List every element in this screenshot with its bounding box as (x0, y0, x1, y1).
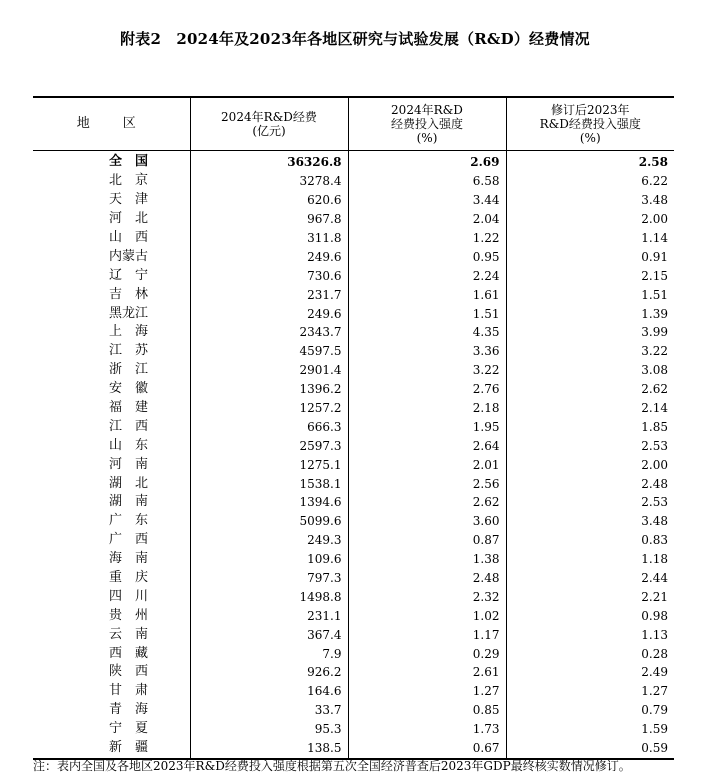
intensity-2023-cell: 2.58 (506, 151, 674, 172)
table-row (33, 417, 674, 436)
header-expenditure-line: 2024年R&D经费 (221, 110, 317, 124)
table-row (33, 569, 674, 588)
table-row (33, 663, 674, 682)
intensity-2024-cell: 3.60 (348, 512, 506, 531)
header-region: 地 区 (33, 97, 190, 151)
expenditure-cell: 2343.7 (190, 323, 348, 342)
intensity-2023-cell: 1.85 (506, 417, 674, 436)
expenditure-cell: 3278.4 (190, 172, 348, 191)
region-cell: 云 南 (109, 626, 149, 642)
table-row (33, 247, 674, 266)
intensity-2023-cell: 2.15 (506, 266, 674, 285)
national-total-row (33, 151, 674, 172)
intensity-2023-cell: 0.79 (506, 701, 674, 720)
region-cell: 山 东 (109, 437, 149, 453)
table-row (33, 380, 674, 399)
table-row (33, 229, 674, 248)
table-row (33, 720, 674, 739)
expenditure-cell: 1498.8 (190, 587, 348, 606)
region-cell: 陕 西 (109, 664, 149, 680)
table-row (33, 701, 674, 720)
expenditure-cell: 1257.2 (190, 399, 348, 418)
intensity-2024-cell: 2.56 (348, 474, 506, 493)
header-intensity-2024-line: 2024年R&D (391, 103, 463, 117)
region-cell: 甘 肃 (109, 683, 149, 699)
region-cell: 西 藏 (109, 645, 149, 661)
intensity-2024-cell: 3.22 (348, 361, 506, 380)
expenditure-cell: 249.6 (190, 247, 348, 266)
intensity-2023-cell: 3.48 (506, 191, 674, 210)
intensity-2024-cell: 4.35 (348, 323, 506, 342)
intensity-2024-cell: 0.87 (348, 531, 506, 550)
expenditure-cell: 367.4 (190, 625, 348, 644)
header-intensity-2024 (348, 97, 506, 151)
expenditure-cell: 311.8 (190, 229, 348, 248)
expenditure-cell: 1275.1 (190, 455, 348, 474)
region-cell: 天 津 (109, 192, 149, 208)
expenditure-cell: 164.6 (190, 682, 348, 701)
region-cell: 北 京 (109, 173, 149, 189)
table-row (33, 455, 674, 474)
expenditure-cell: 797.3 (190, 569, 348, 588)
intensity-2024-cell: 2.61 (348, 663, 506, 682)
intensity-2023-cell: 2.21 (506, 587, 674, 606)
region-cell: 安 徽 (109, 381, 149, 397)
intensity-2024-cell: 1.02 (348, 606, 506, 625)
expenditure-cell: 967.8 (190, 210, 348, 229)
table-body (33, 151, 674, 759)
region-cell: 湖 南 (109, 494, 149, 510)
table-row (33, 625, 674, 644)
region-cell: 贵 州 (109, 607, 149, 623)
intensity-2024-cell: 2.01 (348, 455, 506, 474)
intensity-2023-cell: 1.27 (506, 682, 674, 701)
region-cell: 河 南 (109, 456, 149, 472)
intensity-2024-cell: 2.76 (348, 380, 506, 399)
intensity-2023-cell: 2.53 (506, 436, 674, 455)
expenditure-cell: 109.6 (190, 550, 348, 569)
table-row (33, 644, 674, 663)
intensity-2023-cell: 3.22 (506, 342, 674, 361)
header-row (33, 97, 674, 151)
expenditure-cell: 730.6 (190, 266, 348, 285)
table-row (33, 474, 674, 493)
intensity-2023-cell: 3.08 (506, 361, 674, 380)
region-cell: 重 庆 (109, 570, 149, 586)
expenditure-cell: 926.2 (190, 663, 348, 682)
table-row (33, 323, 674, 342)
intensity-2023-cell: 3.48 (506, 512, 674, 531)
table-title: 附表2 2024年及2023年各地区研究与试验发展（R&D）经费情况 (120, 30, 590, 48)
intensity-2024-cell: 1.95 (348, 417, 506, 436)
intensity-2024-cell: 2.48 (348, 569, 506, 588)
table-row (33, 531, 674, 550)
header-intensity-2023 (506, 97, 674, 151)
expenditure-cell: 36326.8 (190, 151, 348, 172)
expenditure-cell: 33.7 (190, 701, 348, 720)
intensity-2023-cell: 2.00 (506, 455, 674, 474)
region-cell: 福 建 (109, 400, 149, 416)
intensity-2024-cell: 1.17 (348, 625, 506, 644)
region-cell: 山 西 (109, 230, 149, 245)
expenditure-cell: 2597.3 (190, 436, 348, 455)
intensity-2024-cell: 2.32 (348, 587, 506, 606)
intensity-2024-cell: 2.64 (348, 436, 506, 455)
intensity-2023-cell: 1.18 (506, 550, 674, 569)
region-cell: 内蒙古 (109, 248, 149, 264)
table-row (33, 436, 674, 455)
intensity-2023-cell: 0.83 (506, 531, 674, 550)
intensity-2024-cell: 3.36 (348, 342, 506, 361)
intensity-2024-cell: 1.61 (348, 285, 506, 304)
table-row (33, 342, 674, 361)
header-intensity-2023-line: 修订后2023年 (550, 103, 630, 117)
table-row (33, 361, 674, 380)
expenditure-cell: 1396.2 (190, 380, 348, 399)
intensity-2023-cell: 2.48 (506, 474, 674, 493)
table-row (33, 210, 674, 229)
intensity-2023-cell: 2.49 (506, 663, 674, 682)
table-row (33, 512, 674, 531)
intensity-2024-cell: 1.38 (348, 550, 506, 569)
table-row (33, 285, 674, 304)
region-cell: 海 南 (109, 551, 149, 567)
region-cell: 河 北 (109, 211, 149, 227)
expenditure-cell: 95.3 (190, 720, 348, 739)
expenditure-cell: 2901.4 (190, 361, 348, 380)
region-cell: 宁 夏 (109, 721, 149, 737)
header-intensity-2023-line: R&D经费投入强度 (539, 117, 641, 131)
table-row (33, 606, 674, 625)
intensity-2024-cell: 1.51 (348, 304, 506, 323)
intensity-2024-cell: 0.95 (348, 247, 506, 266)
region-cell: 全 国 (109, 154, 149, 170)
intensity-2023-cell: 0.91 (506, 247, 674, 266)
region-cell: 湖 北 (109, 475, 149, 491)
expenditure-cell: 249.6 (190, 304, 348, 323)
table-row (33, 266, 674, 285)
header-intensity-2023-line: (%) (579, 131, 601, 145)
region-cell: 四 川 (109, 588, 149, 604)
intensity-2023-cell: 1.59 (506, 720, 674, 739)
expenditure-cell: 4597.5 (190, 342, 348, 361)
header-intensity-2024-line: 经费投入强度 (390, 117, 463, 131)
intensity-2023-cell: 2.53 (506, 493, 674, 512)
intensity-2024-cell: 2.24 (348, 266, 506, 285)
region-cell: 江 苏 (109, 343, 149, 359)
expenditure-cell: 620.6 (190, 191, 348, 210)
intensity-2024-cell: 3.44 (348, 191, 506, 210)
table-row (33, 493, 674, 512)
header-intensity-2024-line: (%) (416, 131, 438, 145)
expenditure-cell: 1538.1 (190, 474, 348, 493)
table-row (33, 191, 674, 210)
table-row (33, 587, 674, 606)
table-row (33, 399, 674, 418)
intensity-2024-cell: 0.67 (348, 739, 506, 759)
rd-expenditure-table (33, 96, 674, 760)
intensity-2024-cell: 2.04 (348, 210, 506, 229)
region-cell: 青 海 (109, 702, 149, 718)
region-cell: 辽 宁 (109, 267, 149, 283)
region-cell: 浙 江 (109, 362, 149, 378)
footnote: 注：表内全国及各地区2023年R&D经费投入强度根据第五次全国经济普查后2023年GDP最终核实数情况修订。 (33, 759, 631, 773)
table-row (33, 550, 674, 569)
header-expenditure (190, 97, 348, 151)
expenditure-cell: 231.7 (190, 285, 348, 304)
table-row (33, 682, 674, 701)
expenditure-cell: 5099.6 (190, 512, 348, 531)
region-cell: 上 海 (109, 324, 149, 340)
expenditure-cell: 249.3 (190, 531, 348, 550)
table-row (33, 739, 674, 759)
intensity-2024-cell: 2.69 (348, 151, 506, 172)
region-cell: 黑龙江 (109, 305, 149, 321)
intensity-2024-cell: 1.22 (348, 229, 506, 248)
intensity-2024-cell: 1.73 (348, 720, 506, 739)
intensity-2023-cell: 0.28 (506, 644, 674, 663)
region-cell: 广 东 (109, 513, 149, 529)
region-cell: 吉 林 (109, 286, 149, 302)
intensity-2023-cell: 1.14 (506, 229, 674, 248)
intensity-2023-cell: 0.98 (506, 606, 674, 625)
intensity-2023-cell: 1.13 (506, 625, 674, 644)
intensity-2023-cell: 3.99 (506, 323, 674, 342)
region-cell: 新 疆 (33, 739, 190, 759)
expenditure-cell: 7.9 (190, 644, 348, 663)
expenditure-cell: 138.5 (190, 739, 348, 759)
intensity-2024-cell: 0.29 (348, 644, 506, 663)
intensity-2024-cell: 2.62 (348, 493, 506, 512)
intensity-2023-cell: 1.39 (506, 304, 674, 323)
intensity-2024-cell: 2.18 (348, 399, 506, 418)
intensity-2023-cell: 1.51 (506, 285, 674, 304)
region-cell: 广 西 (109, 532, 149, 548)
intensity-2024-cell: 1.27 (348, 682, 506, 701)
expenditure-cell: 666.3 (190, 417, 348, 436)
region-cell: 江 西 (109, 418, 149, 434)
intensity-2024-cell: 0.85 (348, 701, 506, 720)
expenditure-cell: 231.1 (190, 606, 348, 625)
intensity-2023-cell: 2.44 (506, 569, 674, 588)
intensity-2023-cell: 2.14 (506, 399, 674, 418)
intensity-2023-cell: 2.00 (506, 210, 674, 229)
table-row (33, 172, 674, 191)
intensity-2023-cell: 2.62 (506, 380, 674, 399)
header-expenditure-line: (亿元) (252, 124, 286, 138)
intensity-2023-cell: 6.22 (506, 172, 674, 191)
intensity-2024-cell: 6.58 (348, 172, 506, 191)
intensity-2023-cell: 0.59 (506, 739, 674, 759)
table-row (33, 304, 674, 323)
expenditure-cell: 1394.6 (190, 493, 348, 512)
